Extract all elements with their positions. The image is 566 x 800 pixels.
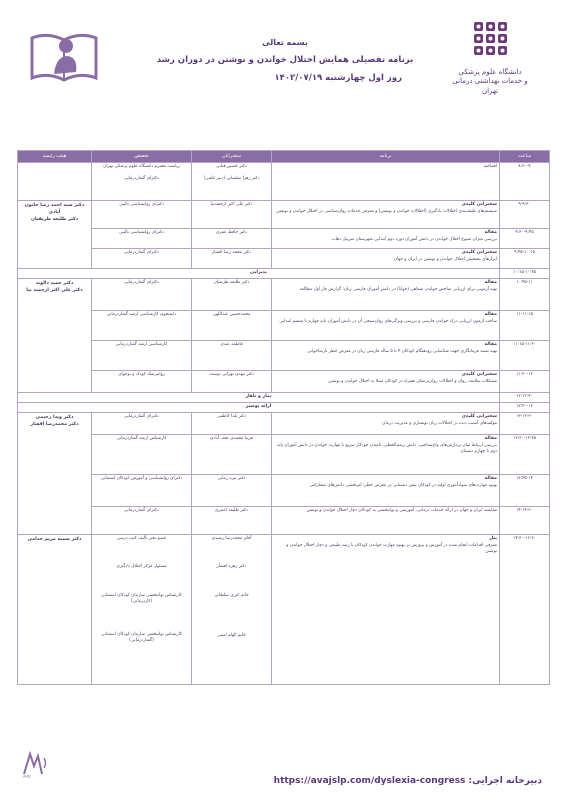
time-cell: ۱۱:۳۰-۱۲ bbox=[500, 371, 550, 393]
program-text: سیستم‌های طبقه‌بندی اختلالات یادگیری (اختلالات خواندن و نوشتن) و معرفی خدمات روان‌شناسی در اختلال خواندن و نوشتن bbox=[276, 208, 497, 214]
program-type: سخنرانی کلیدی bbox=[461, 202, 497, 207]
expertise-text: مسئول مرکز اختلال یادگیری bbox=[116, 564, 167, 570]
break-cell: ارائه پوستر bbox=[18, 403, 500, 413]
expertise-cell: روانپزشک کودک و نوجوان bbox=[92, 371, 192, 393]
time-cell: ۹:۴۵-۱۰:۱۵ bbox=[500, 249, 550, 269]
time-cell: ۱۱-۱۱:۱۵ bbox=[500, 311, 550, 341]
header-expertise: تخصص bbox=[92, 151, 192, 163]
program-cell bbox=[272, 229, 500, 249]
expertise-cell: دکترای گفتاردرمانی bbox=[92, 279, 192, 311]
time-cell: ۱۱:۱۵-۱۱:۳۰ bbox=[500, 341, 550, 371]
speaker-name: دکتر زهرا سلیمانی (دبیر علمی) bbox=[203, 176, 260, 182]
time-cell: ۱۳-۱۳:۳۰ bbox=[500, 413, 550, 435]
time-cell: ۹-۹:۳۰ bbox=[500, 201, 550, 229]
table-row bbox=[18, 403, 550, 413]
program-type: پنل bbox=[489, 536, 497, 541]
program-text: مشکلات سلامت روان و اختلالات روان‌پزشکی همراه در کودکان مبتلا به اختلال خواندن و نوشتن bbox=[328, 378, 497, 384]
program-cell bbox=[272, 201, 500, 229]
program-text: بهبود مهارت‌های سوادآموزی اولیه در کودکان پیش دبستانی در معرض خطر: اثربخشی دانش‌های مشارکتی bbox=[309, 482, 497, 488]
panel-cell bbox=[18, 413, 92, 535]
program-text: افتتاحیه bbox=[483, 164, 497, 169]
avaj-logo-text: AVAJ bbox=[23, 774, 31, 778]
table-header-row bbox=[18, 151, 550, 163]
table-row bbox=[18, 413, 550, 435]
speaker-name: دکتر حسین قناتی bbox=[216, 164, 247, 169]
expertise-cell: دکترای گفتاردرمانی bbox=[92, 249, 192, 269]
program-cell bbox=[272, 249, 500, 269]
speaker-cell: دکتر یلدا کاظمی bbox=[192, 413, 272, 435]
program-text: تهیه آزمونی برای ارزیابی شاخص خواندن شفاهی (خوانا) در دانش آموزان فارسی زبان: گزارش فاز اول مطالعه bbox=[299, 286, 497, 292]
panel-cell bbox=[18, 163, 92, 201]
time-cell: ۱۴-۱۴:۳۰ bbox=[500, 507, 550, 535]
program-text: بررسی ارتباط میان پردازش‌های واج‌شناختی، دانش رسم‌الخطی، نامیدن خودکار سریع با مهارت خواندن در دانش آموزان پایه دوم تا چهارم دبستان bbox=[277, 442, 497, 455]
congress-logo bbox=[28, 26, 100, 84]
break-cell: پذیرایی bbox=[18, 269, 500, 279]
table-row bbox=[18, 535, 550, 685]
panel-member: دکتر سمیه مریم خدامی bbox=[27, 537, 82, 542]
title-block bbox=[150, 38, 420, 83]
avaj-logo bbox=[20, 748, 48, 778]
time-cell: ۱۲:۴۰-۱۳ bbox=[500, 403, 550, 413]
program-text: مقایسه ایران و جهان در ارائه خدمات درمانی، آموزشی و توانبخشی به کودکان دچار اختلال خواندن و نوشتن bbox=[306, 508, 497, 513]
table-row bbox=[18, 435, 550, 475]
expertise-text: دکترای گفتاردرمانی bbox=[124, 176, 159, 182]
expertise-cell: دکترای روانشناسی بالینی bbox=[92, 229, 192, 249]
university-logo bbox=[460, 18, 528, 68]
program-cell bbox=[272, 535, 500, 685]
speaker-name: آقای محمدرضا رشیدی bbox=[211, 536, 252, 541]
panel-member: دکتر علی اکبر ارجمند نیا bbox=[26, 288, 83, 294]
time-cell: ۱۳:۳۰-۱۳:۴۵ bbox=[500, 435, 550, 475]
program-text: مؤلفه‌های آسیب دیده در اختلالات زبان نوشتاری و مدیریت درمان bbox=[382, 420, 497, 426]
speaker-name: دکتر زهره افشار bbox=[216, 564, 247, 570]
speaker-cell: دکتر محمد رضا افشار bbox=[192, 249, 272, 269]
expertise-text: کارشناس توانبخشی سازمان کودکان استثنایی (کاردرمانی) bbox=[101, 592, 182, 605]
program-text: بررسی میزان شیوع اختلال خواندن در دانش آموزان دوره دوم ابتدایی شهرستان سربیل ذهاب bbox=[331, 236, 497, 242]
program-cell bbox=[272, 341, 500, 371]
program-type: سخنرانی کلیدی bbox=[461, 372, 497, 377]
expertise-cell: دانشجوی کارشناسی ارشد گفتاردرمانی bbox=[92, 311, 192, 341]
speaker-cell: فریبا محمدی نجف آبادی bbox=[192, 435, 272, 475]
panel-member: دکتر سید احمد رضا خاتون آبادی bbox=[24, 203, 85, 216]
program-text: معرفی اقدامات انجام شده در آموزش و پرورش در بهبود مهارت خواندن کودکان با رشد طبیعی و دچار اختلال خواندن و نوشتن bbox=[286, 542, 497, 555]
speaker-cell: دکتر مهدی تهرانی دوست bbox=[192, 371, 272, 393]
table-row bbox=[18, 393, 550, 403]
table-row bbox=[18, 229, 550, 249]
program-cell bbox=[272, 435, 500, 475]
program-type: مقاله bbox=[484, 342, 497, 347]
program-type: مقاله bbox=[484, 230, 497, 235]
speaker-name: خانم الهام امینی bbox=[217, 633, 246, 639]
table-row bbox=[18, 269, 550, 279]
program-type: مقاله bbox=[484, 280, 497, 285]
program-type: سخنرانی کلیدی bbox=[461, 414, 497, 419]
time-cell: ۱۰:۱۵-۱۰:۴۵ bbox=[500, 269, 550, 279]
expertise-cell: دکترای روانشناسی و آموزش کودکان استثنایی bbox=[92, 475, 192, 507]
page-header bbox=[0, 0, 566, 140]
table-row bbox=[18, 507, 550, 535]
program-type: سخنرانی کلیدی bbox=[461, 250, 497, 255]
panel-cell bbox=[18, 201, 92, 269]
table-row bbox=[18, 279, 550, 311]
table-row bbox=[18, 371, 550, 393]
bismillah: بسمه تعالی bbox=[262, 38, 308, 47]
day-date: روز اول چهارشنبه ۱۴۰۲/۰۷/۱۹ bbox=[274, 73, 402, 83]
speaker-cell: دکتر طلیعه ظریفیان bbox=[192, 279, 272, 311]
expertise-cell bbox=[92, 163, 192, 201]
panel-member: دکتر طلیعه ظریفیان bbox=[30, 217, 79, 223]
header-panel: هیئت رئیسه bbox=[18, 151, 92, 163]
speaker-cell bbox=[192, 163, 272, 201]
expertise-text: ریاست محترم دانشگاه علوم پزشکی تهران bbox=[103, 164, 180, 169]
program-cell bbox=[272, 311, 500, 341]
expertise-text: کارشناس توانبخشی سازمان کودکان استثنایی (گفتاردرمانی) bbox=[101, 631, 182, 644]
program-cell bbox=[272, 163, 500, 201]
program-cell bbox=[272, 371, 500, 393]
expertise-cell: کارشناسی ارشد گفتاردرمانی bbox=[92, 341, 192, 371]
program-cell bbox=[272, 475, 500, 507]
panel-member: دکتر محمدرضا افشار bbox=[30, 422, 79, 428]
page-title: برنامه تفصیلی همایش اختلال خواندن و نوشتن در دوران رشد bbox=[156, 55, 414, 65]
expertise-cell: دکترای روانشناسی بالینی bbox=[92, 201, 192, 229]
header-program: برنامه bbox=[272, 151, 500, 163]
program-table bbox=[17, 150, 550, 685]
time-cell: ۸:۳۰-۹ bbox=[500, 163, 550, 201]
program-cell bbox=[272, 279, 500, 311]
expertise-cell bbox=[92, 535, 192, 685]
table-row bbox=[18, 201, 550, 229]
table-row bbox=[18, 249, 550, 269]
table-row bbox=[18, 311, 550, 341]
speaker-cell: محمدحسین عبداللهی bbox=[192, 311, 272, 341]
program-type: مقاله bbox=[484, 436, 497, 441]
table-row bbox=[18, 475, 550, 507]
program-text: ابزارهای تشخیص اختلال خواندن و نوشتن در ایران و جهان bbox=[393, 256, 497, 262]
program-type: مقاله bbox=[484, 476, 497, 481]
expertise-cell: کارشناس ارشد گفتاردرمانی bbox=[92, 435, 192, 475]
break-cell: نماز و ناهار bbox=[18, 393, 500, 403]
expertise-cell: دکترای گفتاردرمانی bbox=[92, 413, 192, 435]
panel-cell bbox=[18, 279, 92, 393]
header-speakers: سخنرانان bbox=[192, 151, 272, 163]
university-line-1: دانشگاه علوم پزشکی bbox=[458, 68, 522, 76]
speaker-cell: دکتر حافظ عمری bbox=[192, 229, 272, 249]
speaker-name: خانم کبری سلطانی bbox=[214, 592, 249, 598]
university-name bbox=[444, 68, 536, 96]
expertise-text: عضو دفتر تألیف کتب درسی bbox=[116, 536, 167, 541]
panel-member: دکتر ویدا رحیمی bbox=[35, 415, 74, 420]
time-cell: ۱۳:۴۵-۱۴ bbox=[500, 475, 550, 507]
speaker-cell: دکتر طلیعه اعتبری bbox=[192, 507, 272, 535]
program-cell bbox=[272, 413, 500, 435]
program-text: ساخت آزمون ارزیابی درک خواندن فارسی و بررسی ویژگی‌های روان‌سنجی آن در دانش آموزان پایه چهارم تا ششم ابتدایی bbox=[279, 318, 497, 324]
program-type: مقاله bbox=[484, 312, 497, 317]
table-row bbox=[18, 163, 550, 201]
time-cell: ۱۴:۳۰-۱۶:۳۰ bbox=[500, 535, 550, 685]
panel-cell bbox=[18, 535, 92, 685]
panel-member: دکتر حمید دالوند bbox=[35, 281, 74, 286]
table-row bbox=[18, 341, 550, 371]
program-text: تهیه بسته فرمانگاری جهت شناسایی زودهنگام کودکان ۴ تا ۵ ساله فارسی زبان در معرض خطر نارساخوانی bbox=[307, 348, 497, 354]
speaker-cell: دکتر علی اکبر ارجمندنیا bbox=[192, 201, 272, 229]
time-cell: ۱۲-۱۲:۴۰ bbox=[500, 393, 550, 403]
time-cell: ۹:۳۰-۹:۴۵ bbox=[500, 229, 550, 249]
footer-secretariat: دبیرخانه اجرایی: https://avajslp.com/dyslexia-congress bbox=[273, 776, 542, 786]
university-line-2: و خدمات بهداشتی درمانی تهران bbox=[452, 77, 528, 95]
expertise-cell: دکترای گفتاردرمانی bbox=[92, 507, 192, 535]
program-cell bbox=[272, 507, 500, 535]
speaker-cell: فاطمه عیدی bbox=[192, 341, 272, 371]
time-cell: ۱۰:۴۵-۱۱ bbox=[500, 279, 550, 311]
speaker-cell: دکتر نیره زمانی bbox=[192, 475, 272, 507]
speaker-cell bbox=[192, 535, 272, 685]
header-time: ساعت bbox=[500, 151, 550, 163]
